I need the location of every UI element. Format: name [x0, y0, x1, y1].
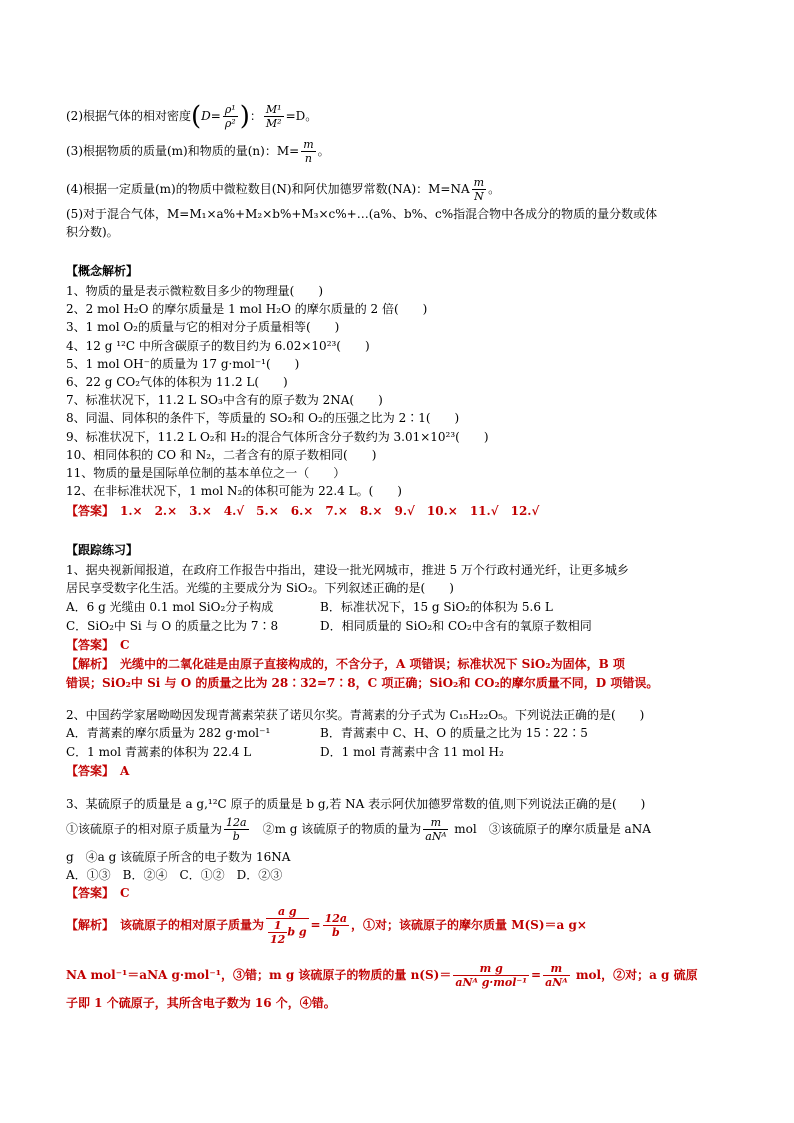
q2-option-c: C．1 mol 青蒿素的体积为 22.4 L: [66, 745, 252, 759]
frac-num: m: [303, 138, 314, 151]
colon: ：: [249, 109, 262, 123]
q2-option-a: A．青蒿素的摩尔质量为 282 g·mol⁻¹: [66, 726, 271, 740]
concept-heading: 【概念解析】: [66, 264, 139, 278]
formula-5-line-2: 积分数)。: [66, 225, 119, 239]
mN-fraction: [472, 176, 486, 203]
q1-answer: 【答案】 C: [66, 638, 130, 652]
q3-s1-text: ①该硫原子的相对原子质量为: [66, 822, 223, 836]
close-paren: ): [239, 101, 250, 132]
m1: M¹: [265, 103, 282, 116]
q1-option-a: A．6 g 光缆由 0.1 mol SiO₂分子构成: [66, 600, 274, 614]
q3-statements: [66, 814, 651, 844]
formula-4-text: (4)根据一定质量(m)的物质中微粒数目(N)和阿伏加德罗常数(NA)：M=NA: [66, 182, 470, 196]
q1-analysis-1: 【解析】 光缆中的二氧化硅是由原子直接构成的，不含分子，A 项错误；标准状况下 SiO₂为固体，B 项: [66, 657, 625, 671]
formula-3-text: (3)根据物质的质量(m)和物质的量(n)：M=: [66, 144, 300, 158]
q3-statement-4: g ④a g 该硫原子所含的电子数为 16NA: [66, 850, 291, 864]
inner-den: 12: [270, 933, 286, 946]
formula-5-line-1: (5)对于混合气体，M=M₁×a%+M₂×b%+M₃×c%+…(a%、b%、c%指混合物中各成分的物质的量分数或体: [66, 207, 658, 221]
concept-item: 3、1 mol O₂的质量与它的相对分子质量相等( ): [66, 320, 340, 335]
rho2: ρ²: [224, 117, 236, 130]
q3-analysis-fraction-2: [323, 912, 349, 939]
q3-s2-fraction: [423, 816, 448, 843]
q2-option-b: B．青蒿素中 C、H、O 的质量之比为 15∶22∶5: [320, 726, 588, 740]
q3-analysis-3: 子即 1 个硫原子，其所含电子数为 16 个，④错。: [66, 996, 336, 1010]
equals: =: [310, 918, 321, 932]
concept-item: 4、12 g ¹²C 中所含碳原子的数目约为 6.02×10²³( ): [66, 338, 370, 353]
q3-options: A．①③ B．②④ C．①② D．②③: [66, 868, 283, 882]
q3-analysis2-fraction-2: [543, 962, 570, 989]
concept-item: 1、物质的量是表示微粒数目多少的物理量( ): [66, 284, 323, 298]
formula-2-text: (2)根据气体的相对密度: [66, 109, 191, 123]
q2-answer: 【答案】 A: [66, 764, 130, 778]
concept-item: 2、2 mol H₂O 的摩尔质量是 1 mol H₂O 的摩尔质量的 2 倍( ): [66, 302, 428, 317]
concept-item: 12、在非标准状况下，1 mol N₂的体积可能为 22.4 L。( ): [66, 484, 402, 499]
concept-item: 8、同温、同体积的条件下，等质量的 SO₂和 O₂的压强之比为 2∶1( ): [66, 411, 460, 426]
q1-analysis-2: 错误；SiO₂中 Si 与 O 的质量之比为 28∶32=7∶8，C 项正确；SiO₂和 CO₂的摩尔质量不同，D 项错误。: [66, 676, 659, 690]
frac-num: m: [543, 962, 570, 976]
frac-den: [266, 919, 309, 946]
frac-den: n: [304, 152, 312, 165]
q2-stem: 2、中国药学家屠呦呦因发现青蒿素荣获了诺贝尔奖。青蒿素的分子式为 C₁₅H₂₂O₅。下列说法正确的是( ): [66, 708, 645, 722]
m-fraction: [264, 103, 284, 130]
q2-option-d: D．1 mol 青蒿素中含 11 mol H₂: [320, 745, 504, 759]
q1-option-c: C．SiO₂中 Si 与 O 的质量之比为 7∶8: [66, 619, 279, 633]
q1-stem-2: 居民享受数字化生活。光缆的主要成分为 SiO₂。下列叙述正确的是( ): [66, 581, 454, 595]
q3-analysis-2: [66, 958, 698, 992]
frac-den: b: [331, 926, 340, 939]
mn-fraction: [301, 138, 315, 165]
formula-2: [66, 103, 317, 130]
formula-2-tail: =D。: [285, 109, 318, 123]
frac-num: 12a: [324, 912, 348, 925]
formula-3-tail: 。: [317, 144, 330, 158]
frac-num: 12a: [226, 816, 247, 829]
equals: =: [210, 109, 221, 123]
q1-option-b: B．标准状况下，15 g SiO₂的体积为 5.6 L: [320, 600, 553, 614]
q3-s2-tail: mol ③该硫原子的摩尔质量是 aNA: [450, 822, 651, 836]
formula-4-tail: 。: [488, 182, 501, 196]
q3-answer: 【答案】 C: [66, 886, 130, 900]
concept-answer: 【答案】 1.× 2.× 3.× 4.√ 5.× 6.× 7.× 8.× 9.√ 10.× 11.√ 12.√: [66, 504, 540, 518]
frac-num: m: [423, 816, 448, 830]
q1-option-d: D．相同质量的 SiO₂和 CO₂中含有的氧原子数相同: [320, 619, 592, 633]
q3-analysis2-text: NA mol⁻¹＝aNA g·mol⁻¹，③错；m g 该硫原子的物质的量 n(S)＝: [66, 968, 452, 982]
frac-den: aNᴬ: [425, 830, 447, 843]
inner-tail: b g: [287, 925, 307, 939]
equals: =: [531, 968, 542, 982]
q3-s1-fraction: [224, 816, 249, 843]
inner-num: 1: [268, 919, 287, 933]
concept-item: 5、1 mol OH⁻的质量为 17 g·mol⁻¹( ): [66, 356, 300, 371]
inner-fraction: [268, 919, 287, 946]
q3-analysis2-tail: mol，②对；a g 硫原: [571, 968, 698, 982]
q3-analysis-1: [66, 900, 587, 950]
frac-den: aNᴬ g·mol⁻¹: [455, 976, 528, 989]
concept-item: 6、22 g CO₂气体的体积为 11.2 L( ): [66, 375, 288, 389]
formula-3: [66, 138, 330, 165]
q3-analysis-text: 【解析】 该硫原子的相对原子质量为: [66, 918, 265, 932]
practice-heading: 【跟踪练习】: [66, 543, 139, 557]
frac-num: a g: [266, 905, 309, 919]
concept-item: 9、标准状况下，11.2 L O₂和 H₂的混合气体所含分子数约为 3.01×10²³( ): [66, 429, 489, 444]
q1-stem-1: 1、据央视新闻报道，在政府工作报告中指出，建设一批光网城市，推进 5 万个行政村通光纤，让更多城乡: [66, 563, 629, 577]
q3-analysis-tail: ，①对；该硫原子的摩尔质量 M(S)＝a g×: [351, 918, 587, 932]
q3-s2-text: ②m g 该硫原子的物质的量为: [250, 822, 422, 836]
concept-item: 7、标准状况下，11.2 L SO₃中含有的原子数为 2NA( ): [66, 393, 383, 408]
rho-fraction: [223, 103, 238, 130]
q3-analysis2-fraction: [453, 962, 529, 989]
open-paren: (: [191, 101, 202, 132]
frac-num: m: [473, 176, 485, 189]
m2: M²: [265, 117, 282, 130]
q3-stem: 3、某硫原子的质量是 a g,¹²C 原子的质量是 b g,若 NA 表示阿伏加德罗常数的值,则下列说法正确的是( ): [66, 797, 646, 811]
frac-den: b: [232, 830, 240, 843]
concept-item: 11、物质的量是国际单位制的基本单位之一（ ）: [66, 466, 346, 480]
formula-4: [66, 176, 500, 203]
symbol-d: D: [201, 109, 211, 123]
q3-analysis-fraction: [266, 905, 309, 946]
frac-num: m g: [453, 962, 529, 976]
frac-den: aNᴬ: [545, 976, 568, 989]
rho1: ρ¹: [224, 103, 236, 116]
concept-item: 10、相同体积的 CO 和 N₂，二者含有的原子数相同( ): [66, 447, 377, 462]
frac-den: N: [474, 190, 484, 203]
